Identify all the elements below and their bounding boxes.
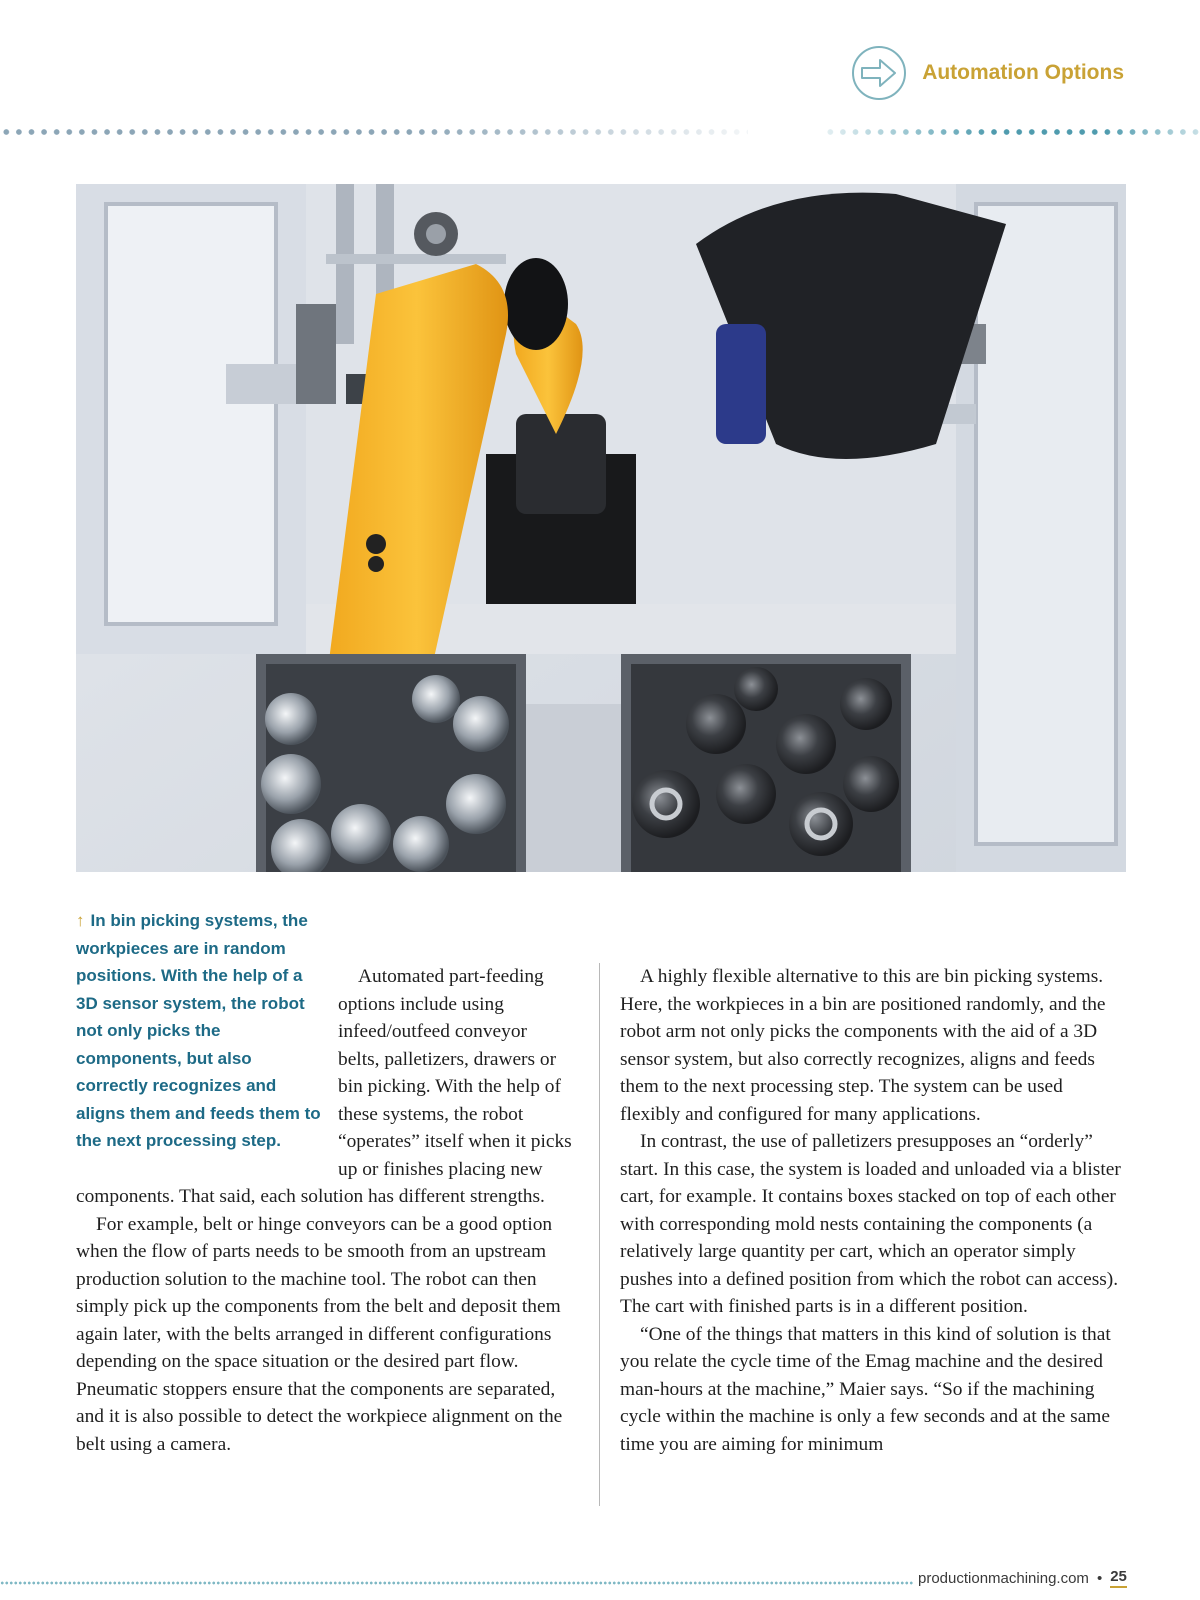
- section-header: [850, 44, 1124, 102]
- left-text-column: [76, 963, 572, 1458]
- page-number: 25: [1110, 1568, 1127, 1588]
- robot-illustration: [76, 184, 1126, 872]
- robot-cell-photo: [76, 184, 1126, 872]
- caption-arrow-icon: ↑: [76, 911, 85, 930]
- right-paragraph: In contrast, the use of palletizers presupposes an “orderly” start. In this case, the system is loaded and unloaded via a blister cart, for example. It contains boxes stacked on top of each other with corresponding mold nests containing the components (a relatively large quantity per cart, which an operator simply pushes into a defined position from which the robot can access). The cart with finished parts is in a different position.: [620, 1131, 1121, 1317]
- left-paragraph: For example, belt or hinge conveyors can be a good option when the flow of parts needs to be smooth from an upstream production solution to the machine tool. The robot can then simply pick up the components from the belt and deposit them again later, with the belts arranged in different configurations depending on the space situation or the desired part flow. Pneumatic stoppers ensure that the components are separated, and it is also possible to detect the workpiece alignment on the belt using a camera.: [76, 1213, 563, 1455]
- caption-text: In bin picking systems, the workpieces are in random positions. With the help of a 3D sensor system, the robot not only picks the components, but also correctly recognizes and aligns them and feeds them to the next processing step.: [76, 911, 321, 1150]
- footer-dot-rule: [0, 1581, 914, 1585]
- header-dot-rule-right: [824, 127, 1200, 137]
- left-paragraph: Automated part-feeding options include using infeed/outfeed conveyor belts, palletizers, drawers or bin picking. With the help of these systems, the robot “operates” itself when it picks up or finishes placing new components. That said, each solution has different strengths.: [76, 966, 572, 1207]
- caption-wrap-space: [76, 963, 338, 1183]
- right-text-column: [620, 963, 1126, 1458]
- column-divider: [599, 963, 600, 1506]
- page-footer: [918, 1568, 1127, 1588]
- header-dot-rule-left: [0, 127, 748, 137]
- footer-separator: •: [1096, 1569, 1103, 1587]
- arrow-circle-icon: [850, 44, 908, 102]
- footer-site-link[interactable]: productionmachining.com: [918, 1569, 1089, 1587]
- section-title: Automation Options: [922, 61, 1124, 84]
- right-paragraph: “One of the things that matters in this kind of solution is that you relate the cycle time of the Emag machine and the desired man-hours at the machine,” Maier says. “So if the machining cycle within the machine is only a few seconds and at the same time you are aiming for minimum: [620, 1323, 1111, 1455]
- right-paragraph: A highly flexible alternative to this are bin picking systems. Here, the workpieces in a bin are positioned randomly, and the robot arm not only picks the components with the aid of a 3D sensor system, but also correctly recognizes, aligns and feeds them to the next processing step. The system can be used flexibly and configured for many applications.: [620, 966, 1106, 1125]
